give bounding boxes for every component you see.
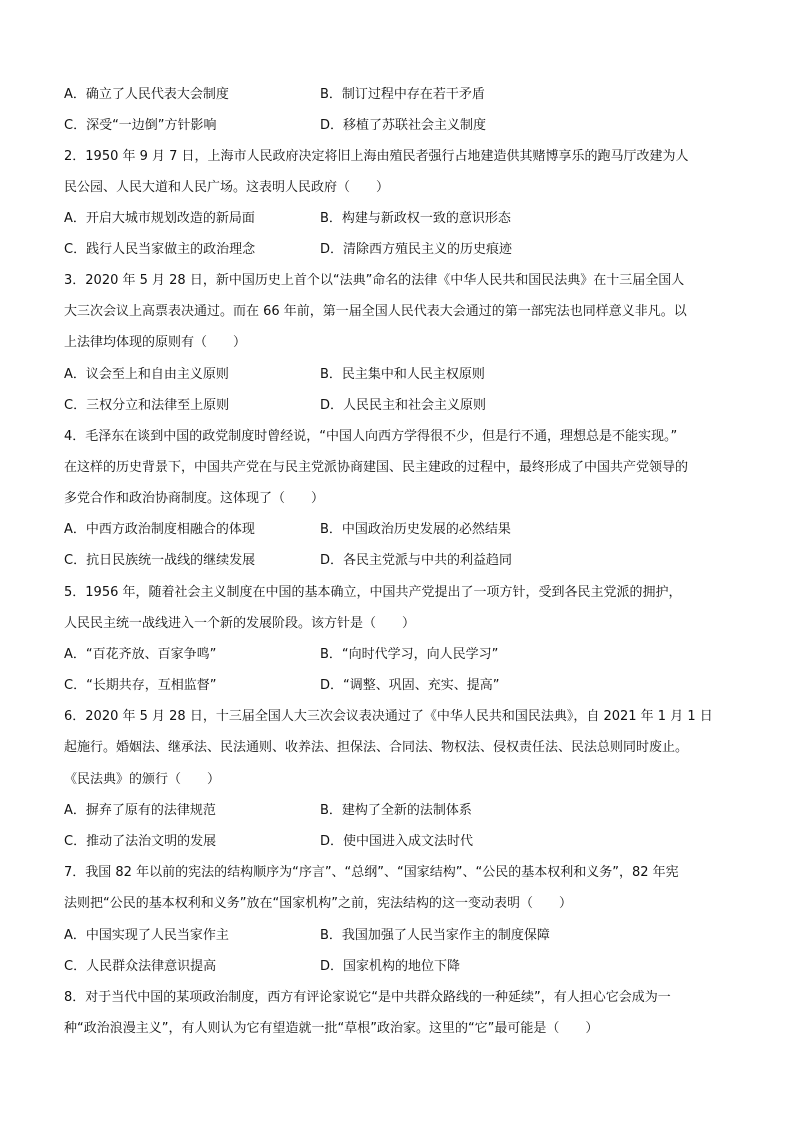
q6-stem-line-1: 6．2020 年 5 月 28 日，十三届全国人大三次会议表决通过了《中华人民共和国民法典》，自 2021 年 1 月 1 日	[64, 709, 713, 724]
q5-option-a: A．“百花齐放、百家争鸣”	[64, 647, 217, 662]
q7-option-c: C．人民群众法律意识提高	[64, 959, 217, 974]
q5-option-d: D．“调整、巩固、充实、提高”	[320, 678, 500, 693]
q6-option-a: A．摒弃了原有的法律规范	[64, 803, 216, 818]
q6-option-d: D．使中国进入成文法时代	[320, 834, 474, 849]
q4-option-d: D．各民主党派与中共的利益趋同	[320, 553, 513, 568]
q6-option-c: C．推动了法治文明的发展	[64, 834, 217, 849]
q1-option-d: D．移植了苏联社会主义制度	[320, 118, 487, 133]
q2-option-b: B．构建与新政权一致的意识形态	[320, 211, 511, 226]
q5-stem-line-2: 人民民主统一战线进入一个新的发展阶段。该方针是（ ）	[64, 616, 416, 631]
q2-stem-line-1: 2．1950 年 9 月 7 日，上海市人民政府决定将旧上海由殖民者强行占地建造供其赌博享乐的跑马厅改建为人	[64, 149, 689, 164]
q8-stem-line-1: 8．对于当代中国的某项政治制度，西方有评论家说它“是中共群众路线的一种延续”，有人担心它会成为一	[64, 990, 671, 1005]
q1-option-c: C．深受“一边倒”方针影响	[64, 118, 217, 133]
q3-stem-line-1: 3．2020 年 5 月 28 日，新中国历史上首个以“法典”命名的法律《中华人民共和国民法典》在十三届全国人	[64, 273, 685, 288]
q4-stem-line-3: 多党合作和政治协商制度。这体现了（ ）	[64, 491, 325, 506]
q5-option-b: B．“向时代学习，向人民学习”	[320, 647, 499, 662]
q7-stem-line-1: 7．我国 82 年以前的宪法的结构顺序为“序言”、“总纲”、“国家结构”、“公民的基本权利和义务”，82 年宪	[64, 865, 679, 880]
q2-option-d: D．清除西方殖民主义的历史痕迹	[320, 242, 513, 257]
q3-stem-line-3: 上法律均体现的原则有（ ）	[64, 335, 247, 350]
q2-option-a: A．开启大城市规划改造的新局面	[64, 211, 255, 226]
q3-stem-line-2: 大三次会议上高票表决通过。而在 66 年前，第一届全国人民代表大会通过的第一部宪法也同样意义非凡。以	[64, 304, 687, 319]
q4-option-c: C．抗日民族统一战线的继续发展	[64, 553, 256, 568]
q7-option-b: B．我国加强了人民当家作主的制度保障	[320, 928, 550, 943]
q6-stem-line-3: 《民法典》的颁行（ ）	[64, 772, 221, 787]
q6-option-b: B．建构了全新的法制体系	[320, 803, 472, 818]
q3-option-c: C．三权分立和法律至上原则	[64, 398, 230, 413]
q6-stem-line-2: 起施行。婚姻法、继承法、民法通则、收养法、担保法、合同法、物权法、侵权责任法、民法总则同时废止。	[64, 740, 689, 755]
q3-option-a: A．议会至上和自由主义原则	[64, 367, 229, 382]
q1-option-a: A．确立了人民代表大会制度	[64, 87, 229, 102]
q8-stem-line-2: 种“政治浪漫主义”，有人则认为它有望造就一批“草根”政治家。这里的“它”最可能是（ ）	[64, 1021, 599, 1036]
q3-option-b: B．民主集中和人民主权原则	[320, 367, 485, 382]
q7-stem-line-2: 法则把“公民的基本权利和义务”放在“国家机构”之前，宪法结构的这一变动表明（ ）	[64, 896, 572, 911]
q7-option-d: D．国家机构的地位下降	[320, 959, 461, 974]
q5-option-c: C．“长期共存，互相监督”	[64, 678, 217, 693]
q5-stem-line-1: 5．1956 年，随着社会主义制度在中国的基本确立，中国共产党提出了一项方针，受到各民主党派的拥护，	[64, 585, 682, 600]
q7-option-a: A．中国实现了人民当家作主	[64, 928, 229, 943]
q3-option-d: D．人民民主和社会主义原则	[320, 398, 487, 413]
q4-stem-line-1: 4．毛泽东在谈到中国的政党制度时曾经说，“中国人向西方学得很不少，但是行不通，理想总是不能实现。”	[64, 429, 678, 444]
q2-stem-line-2: 民公园、人民大道和人民广场。这表明人民政府（ ）	[64, 180, 390, 195]
q4-option-a: A．中西方政治制度相融合的体现	[64, 522, 255, 537]
q4-option-b: B．中国政治历史发展的必然结果	[320, 522, 511, 537]
q1-option-b: B．制订过程中存在若干矛盾	[320, 87, 485, 102]
q2-option-c: C．践行人民当家做主的政治理念	[64, 242, 256, 257]
q4-stem-line-2: 在这样的历史背景下，中国共产党在与民主党派协商建国、民主建政的过程中，最终形成了中国共产党领导的	[64, 460, 689, 475]
